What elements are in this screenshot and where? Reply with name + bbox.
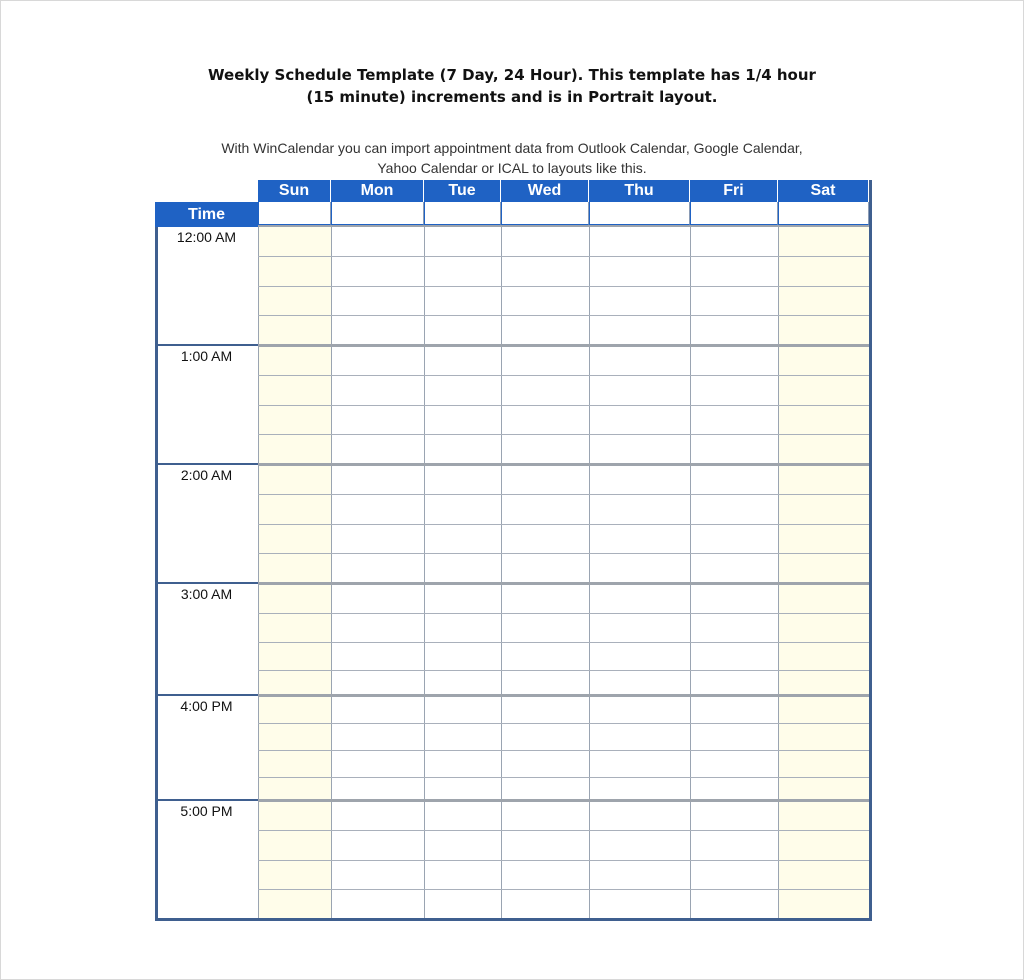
sun-column[interactable] <box>258 227 331 921</box>
quarter-line <box>258 494 870 495</box>
day-header-sat: Sat <box>778 180 869 202</box>
quarter-line <box>258 889 870 890</box>
fri-column[interactable] <box>690 227 778 921</box>
grid-bottom-border <box>258 918 872 921</box>
page-title-line-2: (15 minute) increments and is in Portrait layout. <box>306 88 718 106</box>
day-header-fri: Fri <box>690 180 778 202</box>
quarter-line <box>258 553 870 554</box>
date-cell-wed[interactable] <box>501 202 589 225</box>
grid-vline <box>501 227 502 921</box>
day-header-sun: Sun <box>258 180 331 202</box>
quarter-line <box>258 750 870 751</box>
grid-top-line <box>258 225 872 227</box>
quarter-line <box>258 613 870 614</box>
time-column-bottom <box>155 918 258 921</box>
hour-line <box>258 344 870 347</box>
grid-vline <box>589 227 590 921</box>
grid-vline <box>331 227 332 921</box>
date-cell-tue[interactable] <box>424 202 501 225</box>
time-column-header: Time <box>155 202 258 227</box>
quarter-line <box>258 777 870 778</box>
quarter-line <box>258 405 870 406</box>
hour-label: 4:00 PM <box>180 698 233 714</box>
grid-vline <box>778 227 779 921</box>
grid-vline <box>424 227 425 921</box>
hour-label: 2:00 AM <box>180 467 233 483</box>
date-cell-sun[interactable] <box>258 202 331 225</box>
quarter-line <box>258 375 870 376</box>
quarter-line <box>258 315 870 316</box>
hour-divider <box>155 463 258 465</box>
hour-line <box>258 463 870 466</box>
thu-column[interactable] <box>589 227 690 921</box>
date-cell-thu[interactable] <box>589 202 690 225</box>
hour-label: 5:00 PM <box>180 803 233 819</box>
grid-vline <box>258 227 259 921</box>
day-header-thu: Thu <box>589 180 690 202</box>
quarter-line <box>258 642 870 643</box>
date-cell-fri[interactable] <box>690 202 778 225</box>
hour-label: 3:00 AM <box>180 586 233 602</box>
quarter-line <box>258 286 870 287</box>
quarter-line <box>258 860 870 861</box>
hour-divider <box>155 582 258 584</box>
hour-label: 1:00 AM <box>180 348 233 364</box>
hour-divider <box>155 799 258 801</box>
hour-line <box>258 799 870 802</box>
hour-divider <box>155 344 258 346</box>
grid-vline <box>690 227 691 921</box>
quarter-line <box>258 434 870 435</box>
day-header-tue: Tue <box>424 180 501 202</box>
hour-line <box>258 582 870 585</box>
date-cell-mon[interactable] <box>331 202 424 225</box>
date-cell-sat[interactable] <box>778 202 869 225</box>
description-line-1: With WinCalendar you can import appointment data from Outlook Calendar, Google Calendar, <box>221 140 803 156</box>
quarter-line <box>258 670 870 671</box>
wed-column[interactable] <box>501 227 589 921</box>
day-header-mon: Mon <box>331 180 424 202</box>
quarter-line <box>258 524 870 525</box>
page-title-line-1: Weekly Schedule Template (7 Day, 24 Hour). This template has 1/4 hour <box>208 66 816 84</box>
sat-column[interactable] <box>778 227 869 921</box>
hour-divider <box>155 694 258 696</box>
grid-right-border <box>869 180 872 921</box>
hour-line <box>258 694 870 697</box>
mon-column[interactable] <box>331 227 424 921</box>
quarter-line <box>258 830 870 831</box>
quarter-line <box>258 723 870 724</box>
day-header-wed: Wed <box>501 180 589 202</box>
description-line-2: Yahoo Calendar or ICAL to layouts like this. <box>377 160 647 176</box>
quarter-line <box>258 256 870 257</box>
tue-column[interactable] <box>424 227 501 921</box>
hour-label: 12:00 AM <box>176 229 237 245</box>
